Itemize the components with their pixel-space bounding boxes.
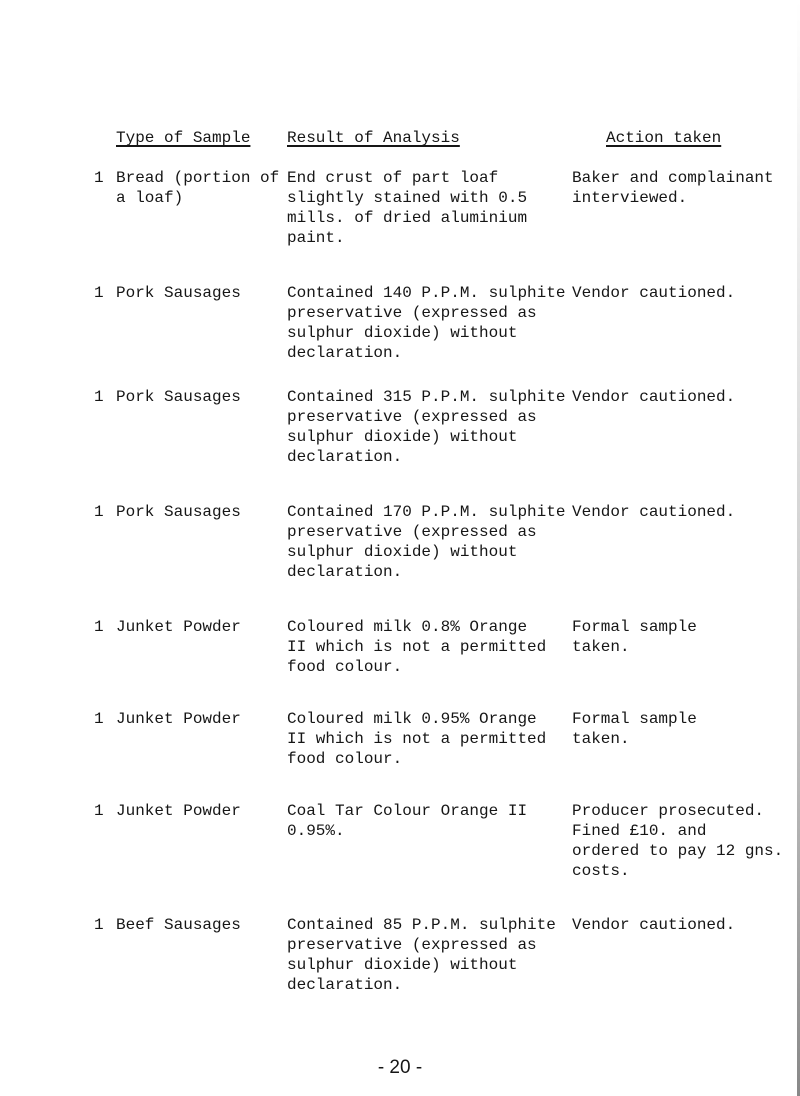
sample-count: 1 — [94, 916, 104, 934]
sample-type: Junket Powder — [116, 802, 241, 820]
action-taken: Formal sample taken. — [572, 710, 697, 748]
analysis-result: Contained 315 P.P.M. sulphite preservative (expressed as sulphur dioxide) without declaration. — [287, 388, 566, 466]
analysis-result: Coloured milk 0.95% Orange II which is not a permitted food colour. — [287, 710, 547, 768]
sample-count: 1 — [94, 169, 104, 187]
action-taken: Vendor cautioned. — [572, 284, 736, 302]
action-taken: Baker and complainant interviewed. — [572, 169, 774, 207]
sample-count: 1 — [94, 710, 104, 728]
analysis-result: Coal Tar Colour Orange II 0.95%. — [287, 802, 528, 840]
sample-type: Pork Sausages — [116, 503, 241, 521]
analysis-result: Coloured milk 0.8% Orange II which is not a permitted food colour. — [287, 618, 547, 676]
header-result-of-analysis: Result of Analysis — [287, 129, 460, 147]
action-taken: Producer prosecuted. Fined £10. and ordered to pay 12 gns. costs. — [572, 802, 784, 880]
analysis-result: End crust of part loaf slightly stained with 0.5 mills. of dried aluminium paint. — [287, 169, 528, 247]
analysis-result: Contained 85 P.P.M. sulphite preservative (expressed as sulphur dioxide) without declaration. — [287, 916, 556, 994]
action-taken: Vendor cautioned. — [572, 503, 736, 521]
analysis-result: Contained 170 P.P.M. sulphite preservative (expressed as sulphur dioxide) without declaration. — [287, 503, 566, 581]
sample-count: 1 — [94, 618, 104, 636]
action-taken: Vendor cautioned. — [572, 916, 736, 934]
sample-count: 1 — [94, 388, 104, 406]
header-type-of-sample: Type of Sample — [116, 129, 251, 147]
sample-type: Junket Powder — [116, 618, 241, 636]
sample-type: Pork Sausages — [116, 284, 241, 302]
sample-count: 1 — [94, 802, 104, 820]
page-number: - 20 - — [377, 1057, 423, 1078]
action-taken: Formal sample taken. — [572, 618, 697, 656]
sample-count: 1 — [94, 503, 104, 521]
sample-type: Bread (portion of a loaf) — [116, 169, 280, 207]
action-taken: Vendor cautioned. — [572, 388, 736, 406]
sample-type: Junket Powder — [116, 710, 241, 728]
analysis-result: Contained 140 P.P.M. sulphite preservative (expressed as sulphur dioxide) without declaration. — [287, 284, 566, 362]
sample-type: Beef Sausages — [116, 916, 241, 934]
sample-count: 1 — [94, 284, 104, 302]
header-action-taken: Action taken — [606, 129, 722, 147]
sample-type: Pork Sausages — [116, 388, 241, 406]
